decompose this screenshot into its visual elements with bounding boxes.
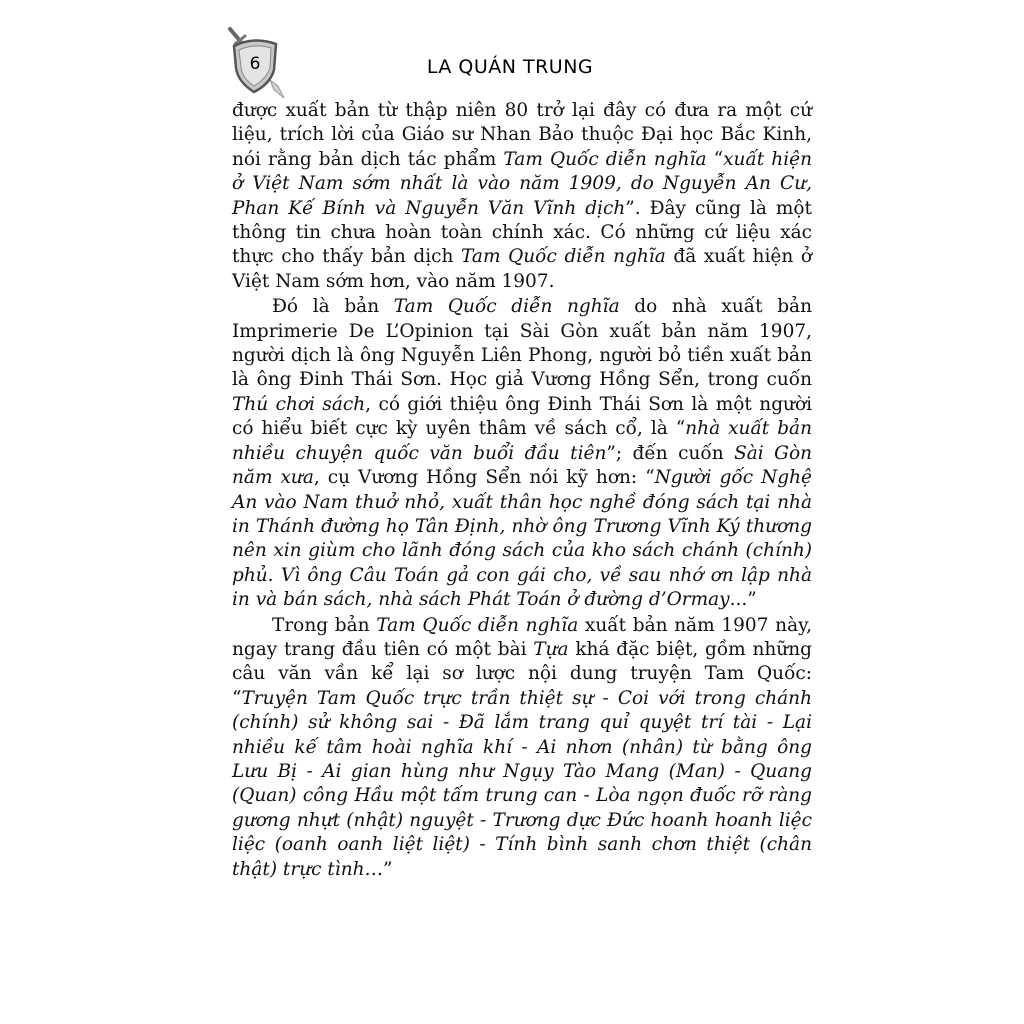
text-run: , có giới thiệu ông Đinh Thái Sơn là một người có hiểu biết cực kỳ uyên thâm về sách cổ, là “ <box>232 393 813 440</box>
text-run: ...” <box>729 589 757 611</box>
running-header-title: LA QUÁN TRUNG <box>426 56 594 78</box>
paragraph <box>232 295 812 612</box>
page-number: 6 <box>249 54 261 74</box>
paragraph <box>232 99 812 294</box>
text-run: do nhà xuất bản Imprimerie De L’Opinion tại Sài Gòn xuất bản năm 1907, người dịch là ông Nguyễn Liên Phong, người bỏ tiền xuất bản là ông Đinh Thái Sơn. Học giả Vương Hồng Sển, trong cuốn <box>232 296 812 391</box>
body-text <box>232 99 812 882</box>
text-run: ”; đến cuốn <box>606 442 735 464</box>
text-run: được xuất bản từ thập niên 80 trở lại đây có đưa ra một cứ liệu, trích lời của Giáo sư Nhan Bảo thuộc Đại học Bắc Kinh, nói rằng bản dịch tác phẩm <box>232 100 812 170</box>
italic-text: Người gốc Nghệ An vào Nam thuở nhỏ, xuất thân học nghề đóng sách tại nhà in Thánh đường họ Tân Định, nhờ ông Trương Vĩnh Ký thương nên xin giùm cho lãnh đóng sách của kho sách chánh (chính) phủ. Vì ông Câu Toán gả con gái cho, về sau nhớ ơn lập nhà in và bán sách, nhà sách Phát Toán ở đường d’Ormay <box>232 467 812 611</box>
text-run: , cụ Vương Hồng Sển nói kỹ hơn: “ <box>313 467 655 489</box>
text-run: khá đặc biệt, gồm những câu văn vần kể lại sơ lược nội dung truyện Tam Quốc: “ <box>232 638 812 709</box>
italic-text: xuất hiện ở Việt Nam sớm nhất là vào năm 1909, do Nguyễn An Cư, Phan Kế Bính và Nguyễn Văn Vĩnh dịch <box>232 148 813 219</box>
italic-text: Tựa <box>533 638 569 660</box>
text-run: Trong bản <box>272 614 377 636</box>
italic-text: Truyện Tam Quốc trực trần thiệt sự - Coi với trong chánh (chính) sử không sai - Đã lắm trang quỉ quyệt trí tài - Lại nhiều kế tâm hoài nghĩa khí - Ai nhơn (nhân) từ bằng ông Lưu Bị - Ai gian hùng như Ngụy Tào Mang (Man) - Quang (Quan) công Hầu một tấm trung can - Lòa ngọn đuốc rỡ ràng gương nhựt (nhật) nguyệt - Trương dực Đức hoanh hoanh liệc liệc (oanh oanh liệt liệt) - Tính bình sanh chơn thiệt (chân thật) trực tình… <box>232 687 812 880</box>
italic-text: Sài Gòn năm xưa <box>232 442 812 489</box>
italic-text: Tam Quốc diễn nghĩa <box>503 148 707 170</box>
text-run: “ <box>706 148 724 170</box>
italic-text: Thú chơi sách <box>232 393 366 415</box>
text-run: Đó là bản <box>272 296 394 318</box>
italic-text: Tam Quốc diễn nghĩa <box>461 246 666 268</box>
text-run: đã xuất hiện ở Việt Nam sớm hơn, vào năm 1907. <box>232 246 812 292</box>
text-run: ”. Đây cũng là một thông tin chưa hoàn toàn chính xác. Có những cứ liệu xác thực cho thấy bản dịch <box>232 197 812 268</box>
italic-text: nhà xuất bản nhiều chuyện quốc văn buổi đầu tiên <box>232 418 812 464</box>
italic-text: Tam Quốc diễn nghĩa <box>393 296 620 318</box>
italic-text: Tam Quốc diễn nghĩa <box>376 614 579 636</box>
text-run: xuất bản năm 1907 này, ngay trang đầu tiên có một bài <box>232 614 812 660</box>
paragraph <box>232 614 812 882</box>
text-run: ” <box>383 858 393 880</box>
